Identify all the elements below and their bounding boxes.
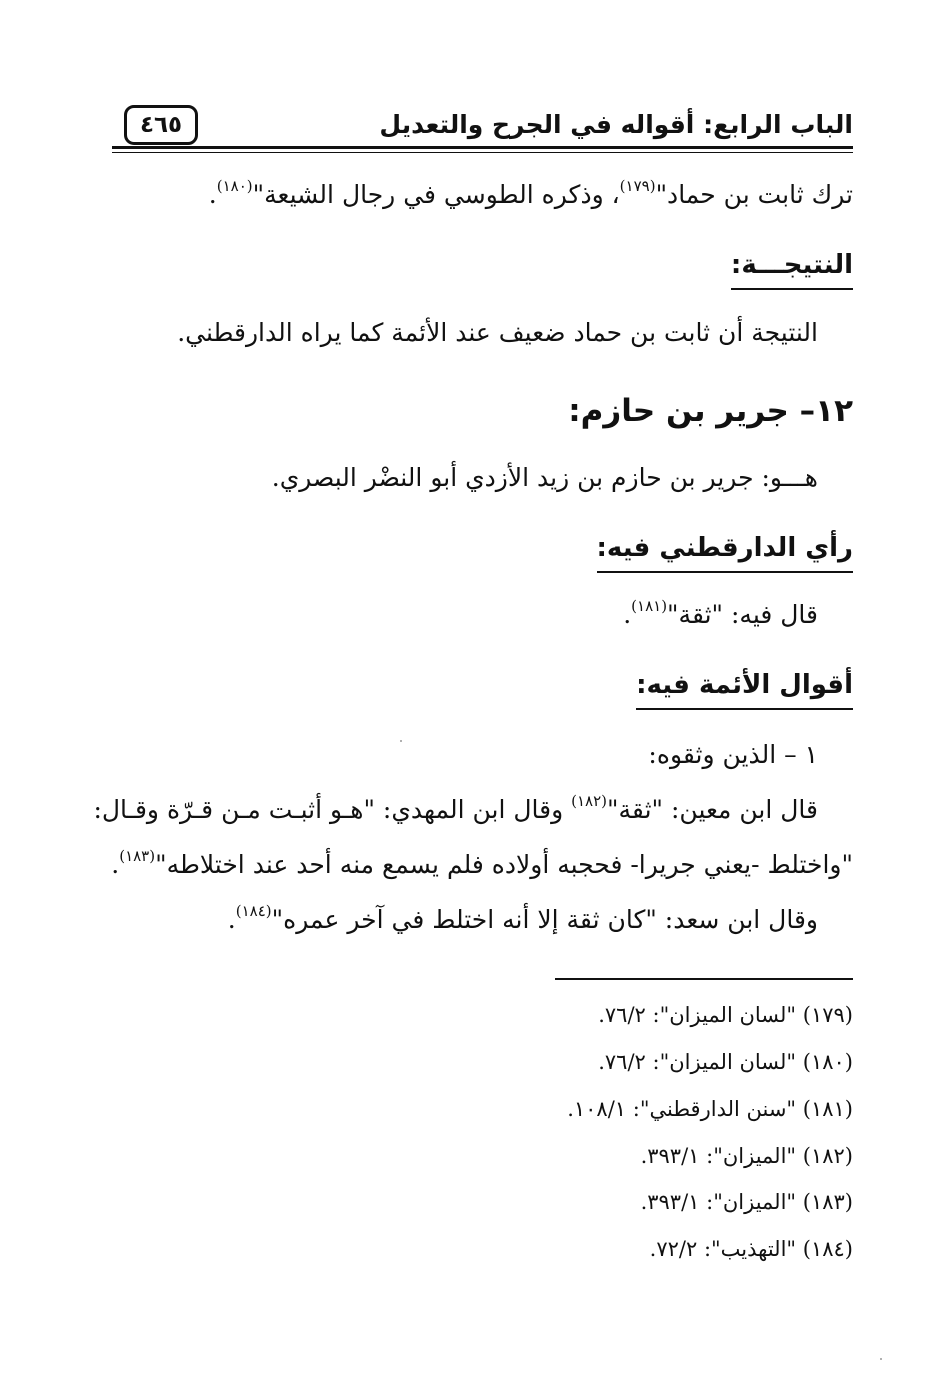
result-heading: النتيجـــة: <box>731 250 853 290</box>
imams-heading: أقوال الأئمة فيه: <box>636 670 853 710</box>
footnote-ref-182[interactable]: (١٨٢) <box>571 792 608 810</box>
paragraph-line-2: "واختلط -يعني جريرا- فحجبه أولاده فلم يسمع منه أحد عند اختلاطه"$^{(١٨٣)}$. <box>111 847 853 879</box>
result-text: النتيجة أن ثابت بن حماد ضعيف عند الأئمة كما يراه الدارقطني. <box>177 318 818 347</box>
footnote-180: (١٨٠) "لسان الميزان": ٧٦/٢. <box>598 1050 853 1074</box>
opinion-heading: رأي الدارقطني فيه: <box>597 533 853 573</box>
entry-heading: ١٢– جرير بن حازم: <box>568 393 853 429</box>
footnote-179: (١٧٩) "لسان الميزان": ٧٦/٢. <box>598 1003 853 1027</box>
running-header-title: الباب الرابع: أقواله في الجرح والتعديل <box>379 110 853 139</box>
opinion-line: قال فيه: "ثقة"$^{(١٨١)}$. <box>623 597 818 629</box>
footnote-ref-179[interactable]: (١٧٩) <box>619 177 656 195</box>
entry-text: هـــو: جرير بن حازم بن زيد الأزدي أبو النضْر البصري. <box>271 463 818 492</box>
page-number-badge: ٤٦٥ <box>124 105 198 145</box>
scan-speck <box>400 740 402 742</box>
footnote-184: (١٨٤) "التهذيب": ٧٢/٢. <box>649 1237 853 1261</box>
footnote-183: (١٨٣) "الميزان": ٣٩٣/١. <box>640 1190 853 1214</box>
header-rule-thin <box>112 152 853 153</box>
scan-speck <box>880 1358 882 1360</box>
footnote-ref-183[interactable]: (١٨٣) <box>119 847 156 865</box>
intro-line: ترك ثابت بن حماد"$^{(١٧٩)}$، وذكره الطوسي في رجال الشيعة"$^{(١٨٠)}$. <box>208 177 853 209</box>
footnote-181: (١٨١) "سنن الدارقطني": ١٠٨/١. <box>567 1097 853 1121</box>
list-item-trustworthy: ١ – الذين وثقوه: <box>648 740 818 769</box>
footnote-ref-181[interactable]: (١٨١) <box>631 597 668 615</box>
footnote-ref-184[interactable]: (١٨٤) <box>235 902 272 920</box>
paragraph-line-1: قال ابن معين: "ثقة"$^{(١٨٢)}$ وقال ابن المهدي: "هـو أثبـت مـن قـرّة وقـال: <box>93 792 818 824</box>
header-rule-thick <box>112 146 853 149</box>
footnote-ref-180[interactable]: (١٨٠) <box>216 177 253 195</box>
footnote-separator <box>555 978 853 980</box>
footnote-182: (١٨٢) "الميزان": ٣٩٣/١. <box>640 1144 853 1168</box>
paragraph-ibn-saad: وقال ابن سعد: "كان ثقة إلا أنه اختلط في آخر عمره"$^{(١٨٤)}$. <box>227 902 818 934</box>
